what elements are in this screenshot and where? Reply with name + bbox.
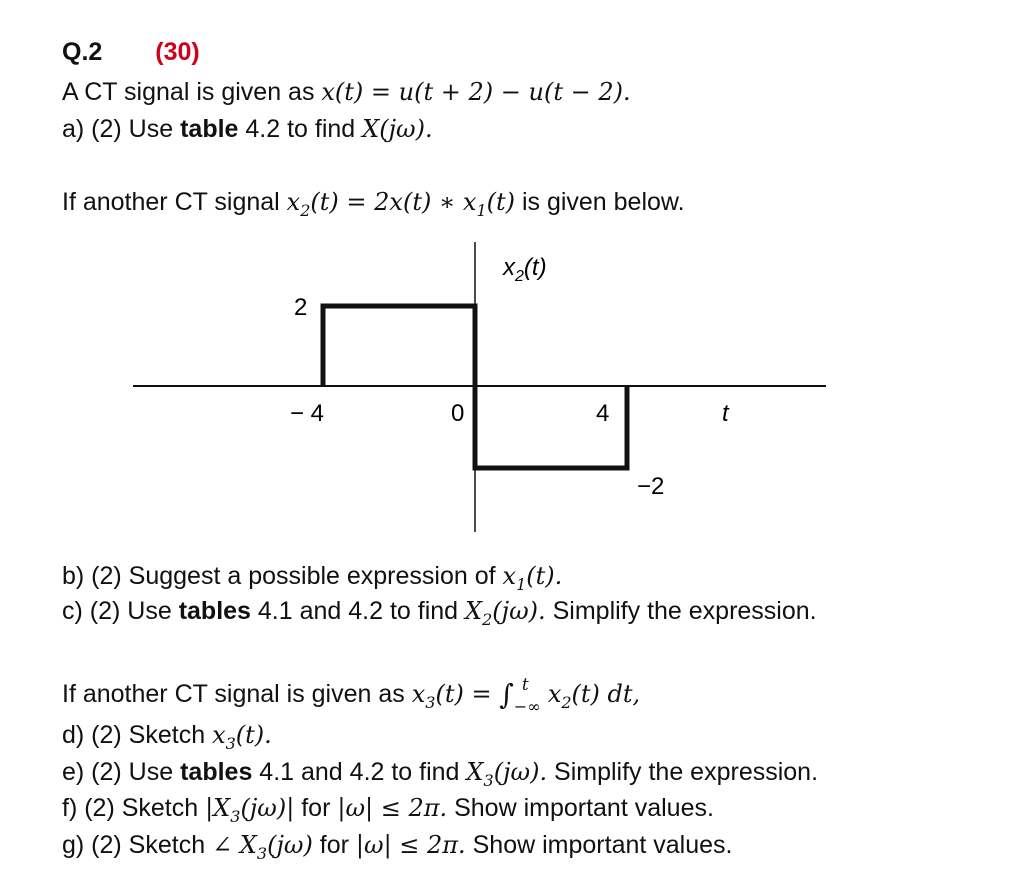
x2-signal-plot xyxy=(0,240,1024,540)
intro-line: A CT signal is given as x(t) = u(t + 2) − u(t − 2). xyxy=(62,78,631,106)
y-tick-neg2: −2 xyxy=(637,473,665,500)
x-tick-0: 0 xyxy=(451,400,465,427)
part-e-prefix: e) (2) Use xyxy=(62,758,181,786)
part-a-math: X(jω). xyxy=(362,115,433,143)
part-d-prefix: d) (2) Sketch xyxy=(62,721,213,749)
integral-upper-limit: t xyxy=(521,675,529,695)
part-d xyxy=(62,719,272,754)
integral-lower-limit: −∞ xyxy=(513,697,541,716)
x2-rhs-rest: (t) xyxy=(486,188,515,216)
x2-equation xyxy=(286,188,515,220)
part-a-bold: table xyxy=(180,115,239,143)
x2-lhs-x: x xyxy=(286,188,301,216)
part-a-prefix: a) (2) Use xyxy=(62,115,181,143)
part-c-math: $X_2(j\omega)$. xyxy=(465,597,546,629)
x3-intro-text: If another CT signal is given as xyxy=(62,680,412,708)
intro-equation: x(t) = u(t + 2) − u(t − 2) xyxy=(321,78,623,106)
part-f xyxy=(62,792,714,827)
part-c-prefix: c) (2) Use xyxy=(62,597,179,625)
t-axis-label: t xyxy=(722,400,729,427)
x-tick-neg4: − 4 xyxy=(290,400,325,427)
x2-rhs-sub: 1 xyxy=(476,201,487,220)
part-b-prefix: b) (2) Suggest a possible expression of xyxy=(62,562,503,590)
part-a-middle: 4.2 to find xyxy=(238,115,363,143)
part-g-math-angle: ∠ $X_3(j\omega)$ xyxy=(212,831,313,863)
x2-intro-text: If another CT signal xyxy=(62,188,287,216)
part-f-prefix: f) (2) Sketch xyxy=(62,794,206,822)
part-g-suffix: Show important values. xyxy=(465,831,733,859)
question-points: (30) xyxy=(155,38,200,66)
integral-sign: ∫ xyxy=(499,678,514,711)
part-e-suffix: Simplify the expression. xyxy=(547,758,819,786)
part-f-math-mag: $|X_3(j\omega)|$ xyxy=(205,794,295,826)
x2-lhs-rest: (t) = 2x(t) ∗ x xyxy=(310,188,477,216)
x2-intro-after: is given below. xyxy=(515,188,685,216)
x-tick-4: 4 xyxy=(596,400,610,427)
part-e-bold: tables xyxy=(180,758,253,786)
intro-text: A CT signal is given as xyxy=(62,78,322,106)
part-b-math: $x_1(t)$. xyxy=(502,562,563,594)
x2-lhs-sub: 2 xyxy=(300,201,311,220)
part-g-math-range: |ω| ≤ 2π. xyxy=(355,831,466,859)
part-g xyxy=(62,829,732,864)
part-f-suffix: Show important values. xyxy=(447,794,714,822)
question-header xyxy=(62,36,200,68)
part-c-middle: 4.1 and 4.2 to find xyxy=(250,597,466,625)
part-d-math: $x_3(t)$. xyxy=(212,721,272,753)
x3-equation: $x_3(t)$ = ∫ t −∞ $x_2(t)$ dt, xyxy=(412,680,640,708)
part-e-math: $X_3(j\omega)$. xyxy=(466,758,548,790)
y-tick-2: 2 xyxy=(294,294,308,321)
x2-intro xyxy=(62,186,685,221)
part-c-suffix: Simplify the expression. xyxy=(545,597,817,625)
part-a xyxy=(62,113,433,145)
part-b xyxy=(62,560,562,595)
part-f-math-range: |ω| ≤ 2π. xyxy=(337,794,448,822)
question-label: Q.2 xyxy=(62,38,103,66)
part-c-bold: tables xyxy=(178,597,251,625)
plot-title: $x_2(t)$ xyxy=(503,254,547,285)
part-f-middle: for xyxy=(294,794,338,822)
part-g-middle: for xyxy=(312,831,356,859)
part-g-prefix: g) (2) Sketch xyxy=(62,831,213,859)
x3-intro xyxy=(62,675,641,716)
part-e xyxy=(62,756,818,791)
part-c xyxy=(62,595,817,630)
integral-limits xyxy=(513,675,548,716)
part-e-middle: 4.1 and 4.2 to find xyxy=(252,758,467,786)
